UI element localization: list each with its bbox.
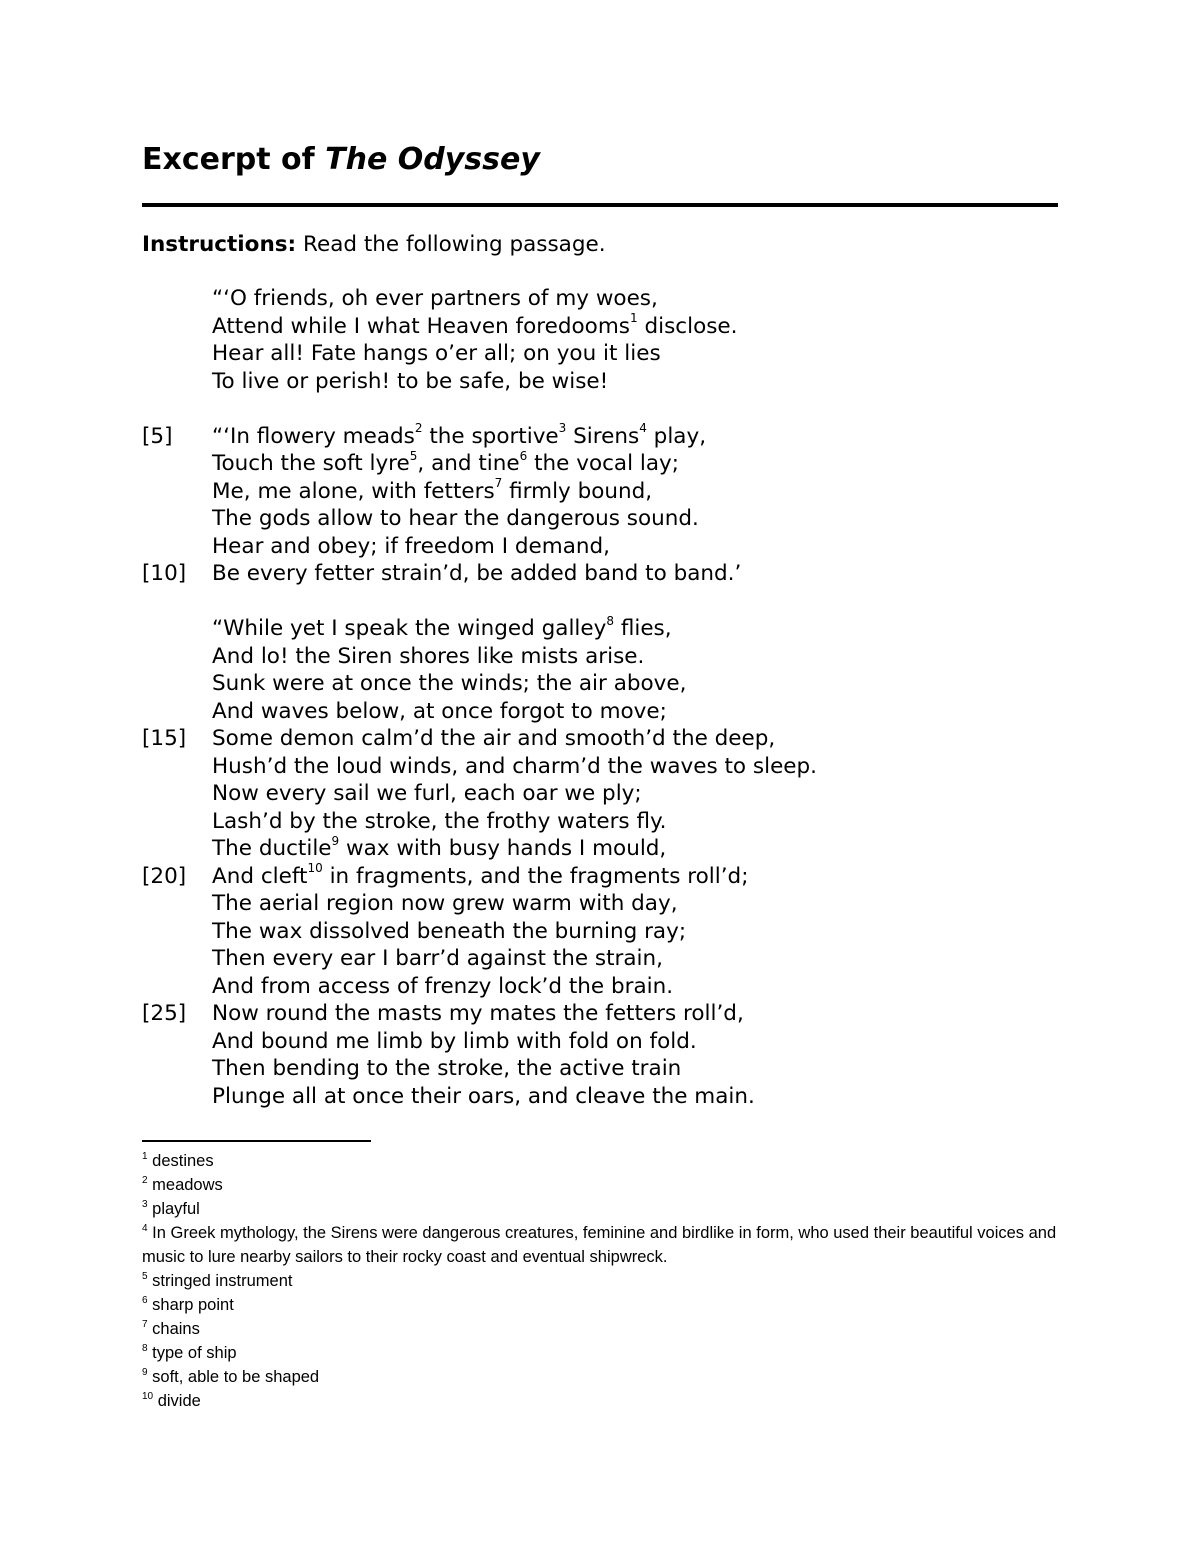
line-text bbox=[212, 1028, 1142, 1056]
line-number bbox=[142, 698, 212, 726]
footnote-ref: 4 bbox=[639, 421, 647, 436]
footnote bbox=[142, 1197, 1072, 1221]
poem-line bbox=[142, 423, 1142, 451]
line-text bbox=[212, 698, 1142, 726]
poem-line bbox=[142, 945, 1142, 973]
line-number bbox=[142, 973, 212, 1001]
line-segment: And lo! the Siren shores like mists arise. bbox=[212, 643, 645, 669]
footnote-text: chains bbox=[147, 1320, 200, 1338]
line-number bbox=[142, 505, 212, 533]
poem-line bbox=[142, 698, 1142, 726]
line-segment: “While yet I speak the winged galley bbox=[212, 616, 607, 641]
line-text bbox=[212, 285, 1142, 313]
poem-line bbox=[142, 1028, 1142, 1056]
line-segment: in fragments, and the fragments roll’d; bbox=[322, 863, 749, 889]
line-text bbox=[212, 670, 1142, 698]
line-segment: And bound me limb by limb with fold on fold. bbox=[212, 1028, 697, 1054]
line-number bbox=[142, 670, 212, 698]
line-segment: Sunk were at once the winds; the air above, bbox=[212, 671, 687, 696]
line-segment: To live or perish! to be safe, be wise! bbox=[212, 368, 609, 394]
line-number bbox=[142, 918, 212, 946]
poem-line bbox=[142, 1000, 1142, 1028]
line-text bbox=[212, 615, 1142, 643]
footnote-number: 7 bbox=[142, 1318, 148, 1330]
poem-line bbox=[142, 368, 1142, 396]
instructions-label: Instructions: bbox=[142, 232, 297, 257]
line-text bbox=[212, 533, 1142, 561]
line-segment: Then bending to the stroke, the active train bbox=[212, 1056, 682, 1081]
line-segment: And from access of frenzy lock’d the brain. bbox=[212, 973, 674, 999]
poem-line bbox=[142, 973, 1142, 1001]
poem-line bbox=[142, 725, 1142, 753]
line-number: [20] bbox=[142, 863, 187, 889]
poem-line bbox=[142, 753, 1142, 781]
footnote-ref: 1 bbox=[629, 311, 638, 326]
poem-line bbox=[142, 780, 1142, 808]
line-number bbox=[142, 478, 212, 506]
stanza-break bbox=[142, 395, 1142, 423]
instructions bbox=[142, 229, 606, 261]
line-segment: Touch the soft lyre bbox=[212, 451, 410, 476]
line-segment: , and tine bbox=[417, 451, 520, 476]
line-text bbox=[212, 423, 1142, 451]
footnote-text: type of ship bbox=[147, 1344, 237, 1362]
line-text bbox=[212, 1083, 1142, 1111]
poem-line bbox=[142, 478, 1142, 506]
page-title bbox=[142, 138, 540, 182]
poem-line bbox=[142, 670, 1142, 698]
footnote-ref: 3 bbox=[558, 421, 567, 436]
line-segment: The gods allow to hear the dangerous sound. bbox=[212, 506, 699, 531]
title-divider bbox=[142, 203, 1058, 207]
line-segment: play, bbox=[646, 423, 707, 449]
poem-line bbox=[142, 340, 1142, 368]
line-number bbox=[142, 368, 212, 396]
poem-line bbox=[142, 533, 1142, 561]
line-text bbox=[212, 643, 1142, 671]
footnote-ref: 9 bbox=[331, 833, 340, 848]
poem-line bbox=[142, 1083, 1142, 1111]
line-number bbox=[142, 533, 212, 561]
poem-line bbox=[142, 863, 1142, 891]
stanza-break bbox=[142, 588, 1142, 616]
line-segment: Now every sail we furl, each oar we ply; bbox=[212, 781, 642, 806]
footnote-text: divide bbox=[153, 1392, 201, 1410]
line-number bbox=[142, 1055, 212, 1083]
line-segment: wax with busy hands I mould, bbox=[339, 836, 667, 861]
line-text bbox=[212, 588, 1142, 616]
line-segment: Hush’d the loud winds, and charm’d the waves to sleep. bbox=[212, 753, 818, 779]
line-segment: Now round the masts my mates the fetters roll’d, bbox=[212, 1001, 744, 1026]
line-text bbox=[212, 1000, 1142, 1028]
footnote-number: 8 bbox=[142, 1342, 148, 1354]
poem-line bbox=[142, 313, 1142, 341]
poem-line bbox=[142, 643, 1142, 671]
footnote bbox=[142, 1341, 1072, 1365]
title-prefix: Excerpt of bbox=[142, 142, 326, 177]
line-number: [15] bbox=[142, 726, 187, 751]
footnote-text: soft, able to be shaped bbox=[147, 1368, 320, 1386]
line-segment: Lash’d by the stroke, the frothy waters fly. bbox=[212, 808, 667, 834]
footnote bbox=[142, 1317, 1072, 1341]
line-segment: The ductile bbox=[212, 836, 332, 861]
footnote-text: sharp point bbox=[147, 1296, 234, 1314]
line-segment: Hear all! Fate hangs o’er all; on you it lies bbox=[212, 341, 661, 366]
line-text bbox=[212, 340, 1142, 368]
line-text bbox=[212, 1055, 1142, 1083]
footnote-ref: 10 bbox=[307, 861, 323, 876]
footnote-text: playful bbox=[147, 1200, 200, 1218]
footnote-number: 1 bbox=[142, 1150, 148, 1162]
poem-passage bbox=[142, 285, 1142, 1110]
poem-line bbox=[142, 918, 1142, 946]
line-number bbox=[142, 285, 212, 313]
line-number bbox=[142, 780, 212, 808]
line-number bbox=[142, 643, 212, 671]
footnote-divider bbox=[142, 1140, 371, 1142]
footnote bbox=[142, 1389, 1072, 1413]
poem-line bbox=[142, 505, 1142, 533]
line-number: [5] bbox=[142, 423, 173, 449]
line-segment: disclose. bbox=[637, 313, 738, 339]
poem-line bbox=[142, 890, 1142, 918]
line-number: [25] bbox=[142, 1001, 187, 1026]
instructions-text: Read the following passage. bbox=[296, 232, 606, 257]
footnote bbox=[142, 1269, 1072, 1293]
footnote-number: 4 bbox=[142, 1222, 148, 1234]
line-segment: Me, me alone, with fetters bbox=[212, 478, 495, 504]
line-segment: firmly bound, bbox=[502, 478, 653, 504]
line-segment: Sirens bbox=[566, 423, 640, 449]
line-number bbox=[142, 890, 212, 918]
poem-line bbox=[142, 808, 1142, 836]
line-text bbox=[212, 780, 1142, 808]
line-segment: “‘O friends, oh ever partners of my woes, bbox=[212, 286, 658, 311]
footnote-number: 6 bbox=[142, 1294, 148, 1306]
line-number: [10] bbox=[142, 561, 187, 586]
line-segment: flies, bbox=[613, 616, 672, 641]
footnote-number: 10 bbox=[142, 1390, 154, 1402]
line-number bbox=[142, 395, 212, 423]
line-text bbox=[212, 890, 1142, 918]
footnote bbox=[142, 1173, 1072, 1197]
line-text bbox=[212, 725, 1142, 753]
line-number bbox=[142, 313, 212, 341]
line-segment: Be every fetter strain’d, be added band to band.’ bbox=[212, 561, 742, 586]
poem-line bbox=[142, 1055, 1142, 1083]
line-text bbox=[212, 395, 1142, 423]
line-text bbox=[212, 368, 1142, 396]
footnotes bbox=[142, 1149, 1072, 1413]
line-number bbox=[142, 945, 212, 973]
line-segment: The wax dissolved beneath the burning ray; bbox=[212, 918, 687, 944]
line-segment: the sportive bbox=[422, 423, 559, 449]
line-segment: the vocal lay; bbox=[527, 451, 680, 476]
line-segment: And waves below, at once forgot to move; bbox=[212, 698, 667, 724]
footnote-ref: 7 bbox=[494, 476, 503, 491]
line-text bbox=[212, 313, 1142, 341]
line-number bbox=[142, 835, 212, 863]
footnote bbox=[142, 1149, 1072, 1173]
poem-line bbox=[142, 450, 1142, 478]
line-segment: Attend while I what Heaven foredooms bbox=[212, 313, 630, 339]
line-text bbox=[212, 973, 1142, 1001]
line-number bbox=[142, 615, 212, 643]
footnote-text: stringed instrument bbox=[147, 1272, 293, 1290]
line-text bbox=[212, 450, 1142, 478]
footnote bbox=[142, 1293, 1072, 1317]
line-text bbox=[212, 918, 1142, 946]
poem-line bbox=[142, 560, 1142, 588]
footnote-text: In Greek mythology, the Sirens were dangerous creatures, feminine and birdlike in form, who used their beautiful voices and music to lure nearby sailors to their rocky coast and eventual shipwreck. bbox=[142, 1224, 1057, 1266]
footnote bbox=[142, 1365, 1072, 1389]
line-text bbox=[212, 753, 1142, 781]
poem-line bbox=[142, 835, 1142, 863]
line-number bbox=[142, 340, 212, 368]
line-segment: Plunge all at once their oars, and cleave the main. bbox=[212, 1083, 755, 1109]
line-text bbox=[212, 835, 1142, 863]
footnote-number: 3 bbox=[142, 1198, 148, 1210]
line-text bbox=[212, 560, 1142, 588]
line-number bbox=[142, 588, 212, 616]
footnote-ref: 8 bbox=[606, 613, 614, 628]
line-segment: Some demon calm’d the air and smooth’d the deep, bbox=[212, 726, 776, 751]
line-text bbox=[212, 945, 1142, 973]
line-segment: “‘In flowery meads bbox=[212, 423, 415, 449]
footnote-text: meadows bbox=[147, 1176, 223, 1194]
line-number bbox=[142, 753, 212, 781]
line-text bbox=[212, 863, 1142, 891]
poem-line bbox=[142, 615, 1142, 643]
line-segment: The aerial region now grew warm with day, bbox=[212, 891, 678, 916]
line-number bbox=[142, 808, 212, 836]
footnote-ref: 6 bbox=[519, 448, 528, 463]
footnote-text: destines bbox=[147, 1152, 214, 1170]
footnote-number: 2 bbox=[142, 1174, 148, 1186]
footnote-ref: 5 bbox=[409, 448, 418, 463]
line-text bbox=[212, 808, 1142, 836]
footnote-ref: 2 bbox=[414, 421, 423, 436]
line-text bbox=[212, 478, 1142, 506]
title-work-name: The Odyssey bbox=[325, 142, 540, 177]
line-number bbox=[142, 450, 212, 478]
line-segment: Hear and obey; if freedom I demand, bbox=[212, 533, 610, 559]
line-segment: Then every ear I barr’d against the strain, bbox=[212, 946, 663, 971]
footnote-number: 9 bbox=[142, 1366, 148, 1378]
footnote-number: 5 bbox=[142, 1270, 148, 1282]
footnote bbox=[142, 1221, 1072, 1269]
line-number bbox=[142, 1028, 212, 1056]
line-text bbox=[212, 505, 1142, 533]
line-number bbox=[142, 1083, 212, 1111]
poem-line bbox=[142, 285, 1142, 313]
line-segment: And cleft bbox=[212, 863, 308, 889]
